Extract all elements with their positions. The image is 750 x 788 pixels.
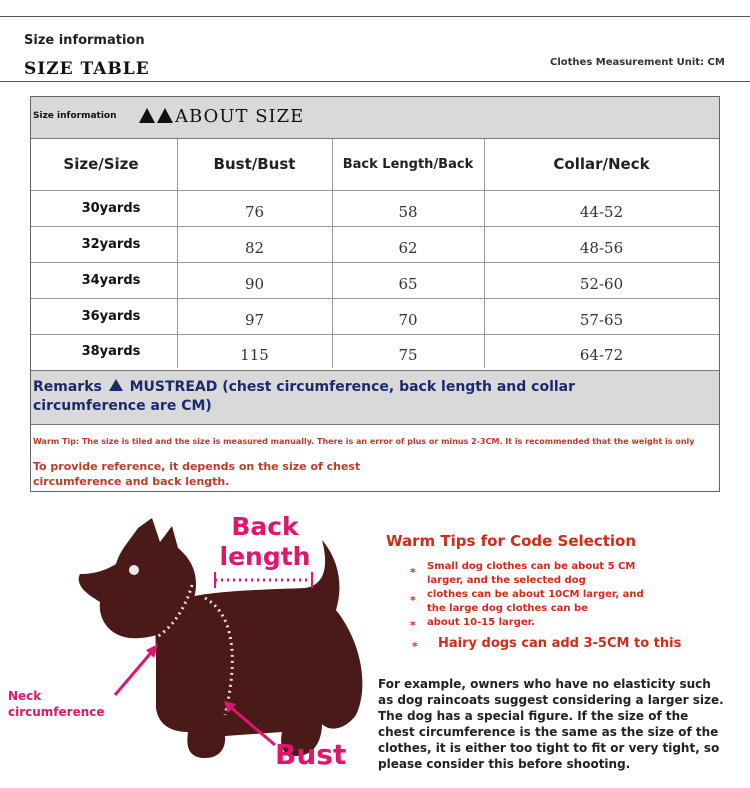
row-size: 34yards: [81, 273, 141, 288]
tip-item: clothes can be about 10CM larger, and the large dog clothes can be: [427, 589, 644, 614]
star-icon: *: [410, 594, 416, 607]
row-size: 32yards: [81, 237, 141, 252]
row-neck: 48-56: [579, 239, 624, 257]
row-neck: 64-72: [579, 346, 624, 364]
remarks-text: [33, 378, 633, 416]
tip-item: Small dog clothes can be about 5 CM larger, and the selected dog: [427, 561, 636, 586]
col-header-bust: Bust/Bust: [213, 155, 296, 173]
row-neck: 44-52: [579, 203, 624, 221]
about-size-text: ABOUT SIZE: [175, 106, 305, 127]
row-divider: [31, 298, 719, 299]
row-neck: 52-60: [579, 275, 624, 293]
col-header-back: Back Length/Back: [342, 157, 474, 172]
row-bust: 115: [240, 346, 269, 364]
row-size: 38yards: [81, 344, 141, 359]
star-icon: *: [410, 566, 416, 579]
row-back: 65: [398, 275, 418, 293]
back-length-label: Back length: [219, 512, 311, 571]
warm-tip-line-2: To provide reference, it depends on the size of chest circumference and back length.: [33, 460, 361, 488]
col-header-neck: Collar/Neck: [553, 155, 650, 173]
row-back: 75: [398, 346, 418, 364]
page-title: SIZE TABLE: [24, 59, 150, 79]
triangle-icon: [109, 379, 123, 391]
row-neck: 57-65: [579, 311, 624, 329]
star-icon: *: [412, 640, 418, 653]
row-bust: 76: [244, 203, 265, 221]
row-bust: 90: [244, 275, 265, 293]
neck-circumference-label: Neck circumference: [8, 689, 105, 719]
tip-item: about 10-15 larger.: [427, 617, 535, 628]
row-divider: [31, 334, 719, 335]
row-divider: [31, 262, 719, 263]
about-size-heading: [139, 106, 304, 127]
row-back: 58: [398, 203, 418, 221]
row-bust: 82: [244, 239, 265, 257]
row-back: 70: [398, 311, 418, 329]
neck-arrow: [115, 648, 155, 695]
remarks-bar: [31, 370, 719, 425]
triangle-icon: [139, 108, 155, 123]
header-subtitle: Size information: [24, 33, 145, 48]
remarks-prefix: Remarks: [33, 379, 102, 395]
row-bust: 97: [244, 311, 265, 329]
header-divider: [0, 81, 750, 82]
top-divider: [0, 16, 750, 17]
example-paragraph: For example, owners who have no elasticity such as dog raincoats suggest considering a larger size. The dog has a special figure. If the size of the chest circumference is the same as the size of the clothes, it is either too tight to fit or very tight, so please consider this before shooting.: [378, 677, 724, 771]
triangle-icon: [157, 108, 173, 123]
row-divider: [31, 190, 719, 191]
about-size-bar: [31, 97, 719, 139]
tip-hairy-dogs: Hairy dogs can add 3-5CM to this: [438, 636, 682, 651]
row-divider: [31, 226, 719, 227]
row-size: 30yards: [81, 201, 141, 216]
star-icon: *: [410, 619, 416, 632]
row-size: 36yards: [81, 309, 141, 324]
unit-note: Clothes Measurement Unit: CM: [550, 57, 725, 68]
row-back: 62: [398, 239, 418, 257]
remarks-body: MUSTREAD (chest circumference, back length and collar circumference are CM): [33, 379, 576, 414]
warm-tip-line-1: Warm Tip: The size is tiled and the size is measured manually. There is an error of plus or minus 2-3CM. It is recommended that the weight is only: [33, 437, 695, 446]
bust-label: Bust: [275, 738, 347, 771]
tips-title: Warm Tips for Code Selection: [386, 532, 637, 550]
size-table: [30, 96, 720, 492]
col-header-size: Size/Size: [63, 155, 139, 173]
about-small-label: Size information: [33, 111, 117, 121]
